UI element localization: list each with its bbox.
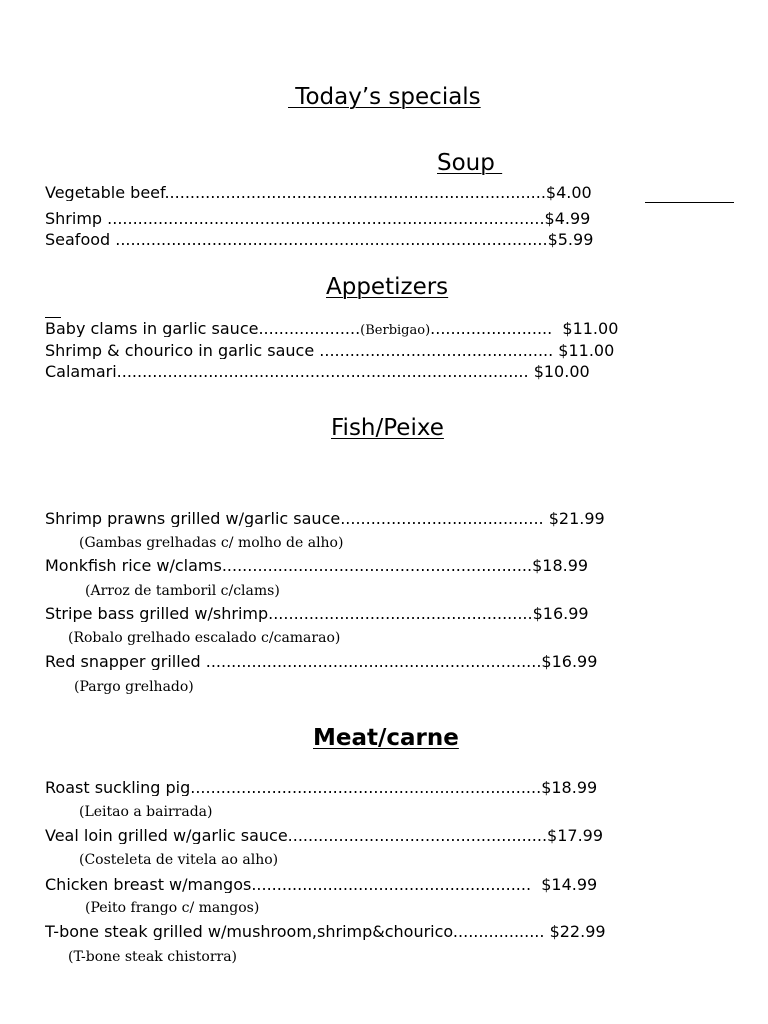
fish-item-translation: (Pargo grelhado) [74,679,194,695]
fish-item-translation: (Robalo grelhado escalado c/camarao) [68,630,341,646]
soup-heading: Soup [437,150,503,176]
soup-item: Seafood .....................................................................................$5.99 [45,232,594,248]
meat-heading: Meat/carne [313,725,459,751]
fish-item: Shrimp prawns grilled w/garlic sauce........................................ $21.99 [45,511,605,527]
meat-item: Veal loin grilled w/garlic sauce...................................................$17.99 [45,828,604,844]
decorative-mark [45,317,61,318]
fish-item-translation: (Gambas grelhadas c/ molho de alho) [79,535,344,551]
fish-item-translation: (Arroz de tamboril c/clams) [85,583,280,599]
meat-item: T-bone steak grilled w/mushroom,shrimp&chourico.................. $22.99 [45,924,606,940]
appetizers-heading: Appetizers [326,274,449,300]
fish-heading: Fish/Peixe [331,415,444,441]
fish-item: Monkfish rice w/clams.............................................................$18.99 [45,558,589,574]
page-title: Today’s specials [288,84,481,110]
fish-item: Stripe bass grilled w/shrimp....................................................$16.99 [45,606,589,622]
soup-item: Shrimp ......................................................................................$4.99 [45,211,591,227]
appetizer-item: Calamari................................................................................. $10.00 [45,364,590,380]
fish-item: Red snapper grilled ..................................................................$16.99 [45,654,598,670]
appetizer-item: Shrimp & chourico in garlic sauce .............................................. $11.00 [45,343,615,359]
meat-item-translation: (T-bone steak chistorra) [68,949,238,965]
meat-item: Roast suckling pig.....................................................................$18.99 [45,780,598,796]
item-price-leader: ........................ $11.00 [430,321,619,337]
meat-item-translation: (Leitao a bairrada) [79,804,213,820]
item-name: Baby clams in garlic sauce.................... [45,321,361,337]
meat-item-translation: (Peito frango c/ mangos) [85,900,260,916]
meat-item-translation: (Costeleta de vitela ao alho) [79,852,279,868]
meat-item: Chicken breast w/mangos....................................................... $14.99 [45,877,598,893]
item-note: (Berbigao) [360,323,431,337]
appetizer-item [45,321,680,337]
underline-rule [645,202,734,203]
soup-item: Vegetable beef...........................................................................$4.00 [45,185,592,201]
